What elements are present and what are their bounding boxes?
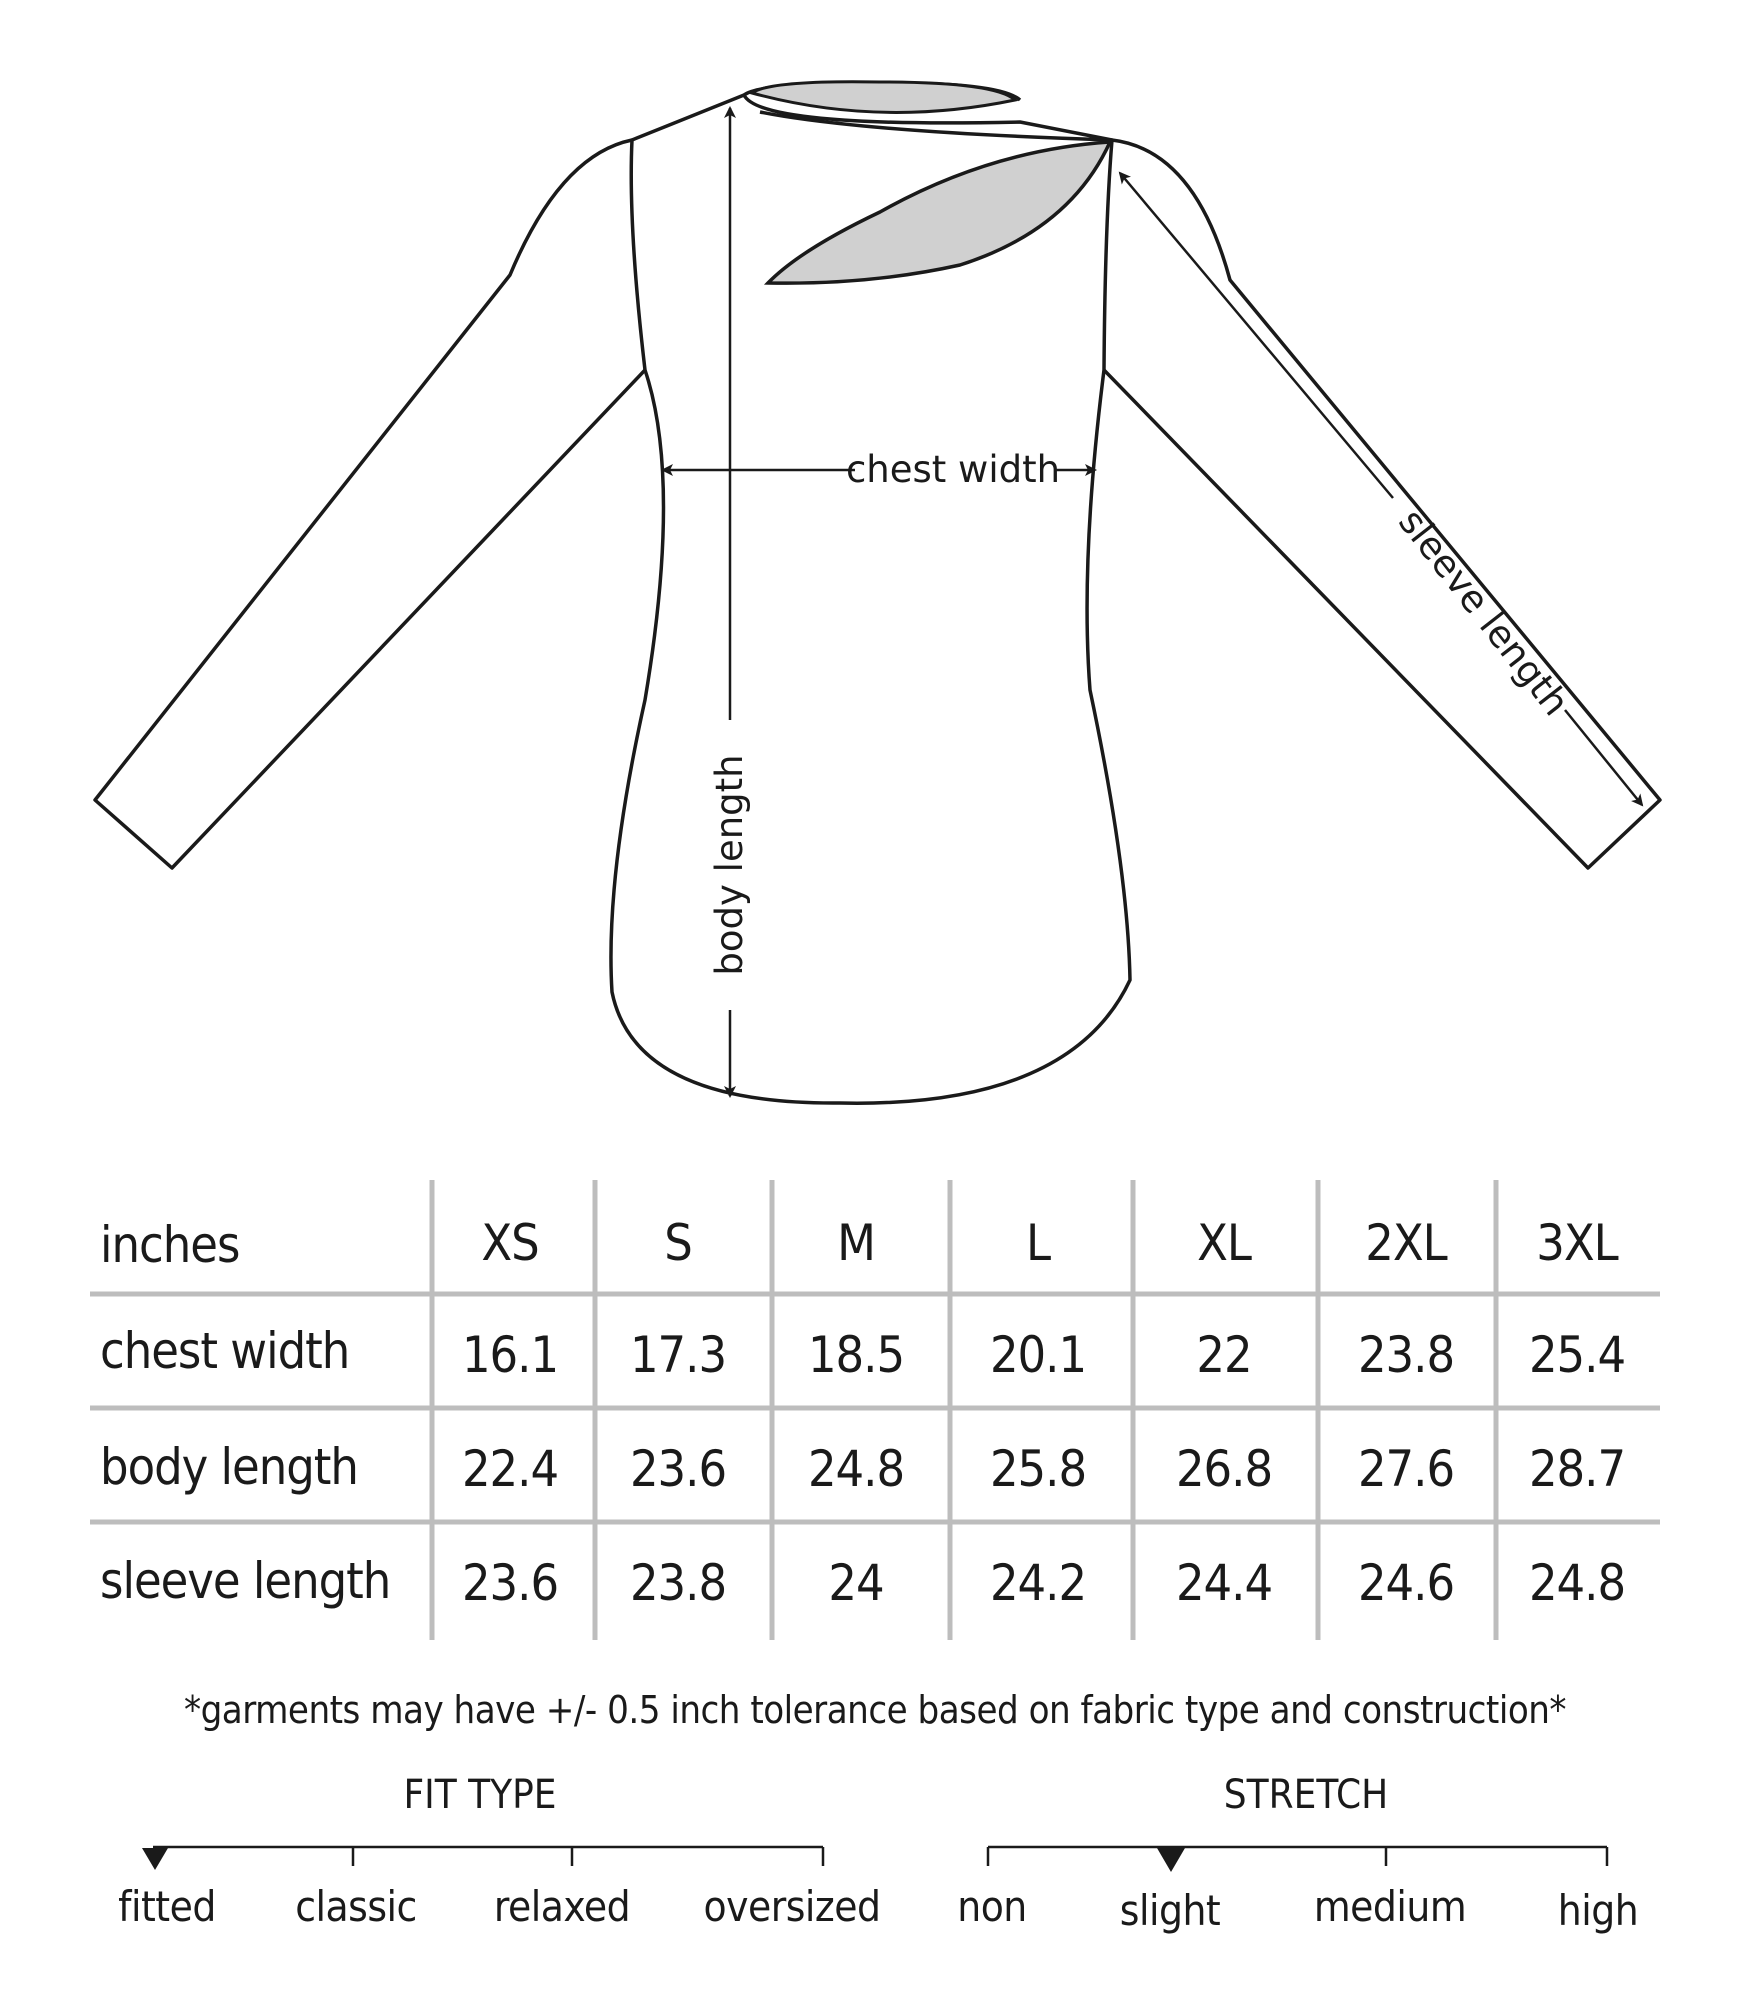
stretch-option-high: high <box>1557 1886 1639 1935</box>
table-cell: 24.2 <box>989 1554 1087 1612</box>
body-length-label: body length <box>708 754 751 976</box>
stretch-option-slight: slight <box>1119 1886 1221 1935</box>
table-cell: 25.4 <box>1528 1326 1626 1384</box>
table-cell: 18.5 <box>807 1326 905 1384</box>
table-cell: 20.1 <box>989 1326 1087 1384</box>
stretch-selected-marker <box>1157 1848 1185 1872</box>
size-header-2xl: 2XL <box>1365 1214 1447 1272</box>
table-cell: 28.7 <box>1528 1440 1626 1498</box>
table-cell: 23.8 <box>629 1554 727 1612</box>
sleeve-length-label: sleeve length <box>1390 500 1578 724</box>
unit-header: inches <box>100 1216 240 1274</box>
size-header-xl: XL <box>1197 1214 1251 1272</box>
table-cell: 25.8 <box>989 1440 1087 1498</box>
table-cell: 23.6 <box>461 1554 559 1612</box>
row-label-body-length: body length <box>100 1438 358 1496</box>
table-cell: 27.6 <box>1357 1440 1455 1498</box>
table-cell: 23.6 <box>629 1440 727 1498</box>
stretch-title: STRETCH <box>1223 1772 1389 1818</box>
table-cell: 23.8 <box>1357 1326 1455 1384</box>
size-header-xs: XS <box>481 1214 539 1272</box>
table-cell: 22.4 <box>461 1440 559 1498</box>
fit-type-title: FIT TYPE <box>403 1772 557 1818</box>
table-cell: 24.6 <box>1357 1554 1455 1612</box>
table-cell: 24.8 <box>1528 1554 1626 1612</box>
fit-option-fitted: fitted <box>118 1882 216 1931</box>
size-header-m: M <box>837 1214 875 1272</box>
size-header-s: S <box>664 1214 692 1272</box>
table-cell: 26.8 <box>1175 1440 1273 1498</box>
row-label-chest-width: chest width <box>100 1322 350 1380</box>
fit-option-classic: classic <box>295 1882 417 1931</box>
table-cell: 24.8 <box>807 1440 905 1498</box>
fit-option-oversized: oversized <box>703 1882 881 1931</box>
size-header-3xl: 3XL <box>1536 1214 1618 1272</box>
table-cell: 24 <box>828 1554 884 1612</box>
table-cell: 24.4 <box>1175 1554 1273 1612</box>
table-cell: 22 <box>1196 1326 1252 1384</box>
chest-width-label: chest width <box>845 448 1061 491</box>
stretch-option-non: non <box>957 1882 1027 1931</box>
fit-option-relaxed: relaxed <box>493 1882 631 1931</box>
size-header-l: L <box>1025 1214 1051 1272</box>
row-label-sleeve-length: sleeve length <box>100 1552 391 1610</box>
tolerance-note: *garments may have +/- 0.5 inch tolerance based on fabric type and construction* <box>183 1688 1566 1732</box>
table-cell: 17.3 <box>629 1326 727 1384</box>
table-cell: 16.1 <box>461 1326 559 1384</box>
stretch-option-medium: medium <box>1313 1882 1467 1931</box>
